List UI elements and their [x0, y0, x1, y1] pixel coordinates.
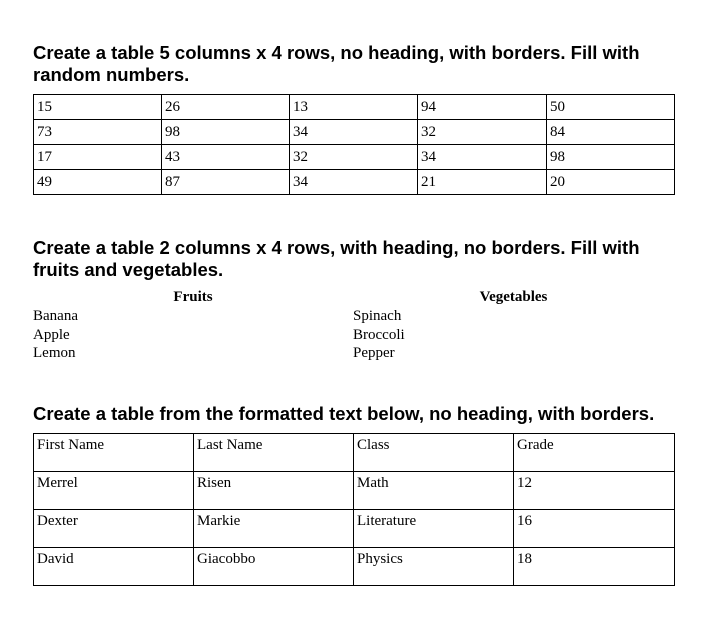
- table-row: [34, 95, 675, 120]
- table-cell: 49: [34, 170, 162, 195]
- table-cell: Last Name: [194, 434, 354, 472]
- table-cell: Apple: [33, 326, 70, 343]
- table-cell: Giacobbo: [194, 548, 354, 586]
- table-cell: 94: [418, 95, 547, 120]
- table-cell: 17: [34, 145, 162, 170]
- table-row: [34, 434, 675, 472]
- table-cell: 16: [514, 510, 675, 548]
- table-row: [34, 145, 675, 170]
- section-1-heading: Create a table 5 columns x 4 rows, no heading, with borders. Fill with random numbers.: [33, 42, 640, 85]
- column-header-fruits: Fruits: [173, 289, 213, 305]
- table-cell: Pepper: [353, 345, 395, 361]
- table-cell: 18: [514, 548, 675, 586]
- table-cell: Grade: [514, 434, 675, 472]
- table-row: [34, 548, 675, 586]
- table-cell: 32: [418, 120, 547, 145]
- random-numbers-table: [33, 94, 675, 195]
- table-cell: 34: [418, 145, 547, 170]
- table-cell: Risen: [194, 472, 354, 510]
- table-cell: 50: [547, 95, 675, 120]
- table-row: [34, 120, 675, 145]
- table-cell: Physics: [354, 548, 514, 586]
- table-cell: 84: [547, 120, 675, 145]
- table-cell: 87: [162, 170, 290, 195]
- table-cell: 73: [34, 120, 162, 145]
- table-row: [33, 308, 674, 327]
- table-cell: 21: [418, 170, 547, 195]
- students-table: [33, 433, 675, 586]
- table-row: [33, 327, 674, 346]
- table-cell: 43: [162, 145, 290, 170]
- table-cell: Dexter: [34, 510, 194, 548]
- section-3-heading: Create a table from the formatted text below, no heading, with borders.: [33, 403, 655, 424]
- table-cell: 98: [547, 145, 675, 170]
- table-cell: 98: [162, 120, 290, 145]
- fruits-vegetables-table: [33, 289, 674, 364]
- table-cell: 13: [290, 95, 418, 120]
- table-row: [34, 510, 675, 548]
- table-row: [34, 472, 675, 510]
- column-header-vegetables: Vegetables: [479, 289, 548, 305]
- table-cell: 26: [162, 95, 290, 120]
- table-cell: 34: [290, 170, 418, 195]
- table-cell: David: [34, 548, 194, 586]
- table-cell: 20: [547, 170, 675, 195]
- table-cell: Spinach: [353, 308, 402, 324]
- table-cell: 34: [290, 120, 418, 145]
- table-cell: Lemon: [33, 345, 76, 361]
- table-cell: 32: [290, 145, 418, 170]
- section-2-heading: Create a table 2 columns x 4 rows, with heading, no borders. Fill with fruits and vegetables.: [33, 237, 640, 280]
- table-cell: Banana: [33, 308, 78, 324]
- table-cell: 15: [34, 95, 162, 120]
- table-cell: Math: [354, 472, 514, 510]
- table-cell: Markie: [194, 510, 354, 548]
- table-cell: First Name: [34, 434, 194, 472]
- table-cell: 12: [514, 472, 675, 510]
- table-header-row: [33, 289, 674, 308]
- table-row: [33, 345, 674, 364]
- table-cell: Merrel: [34, 472, 194, 510]
- table-cell: Broccoli: [353, 326, 405, 343]
- table-cell: Class: [354, 434, 514, 472]
- table-cell: Literature: [354, 510, 514, 548]
- table-row: [34, 170, 675, 195]
